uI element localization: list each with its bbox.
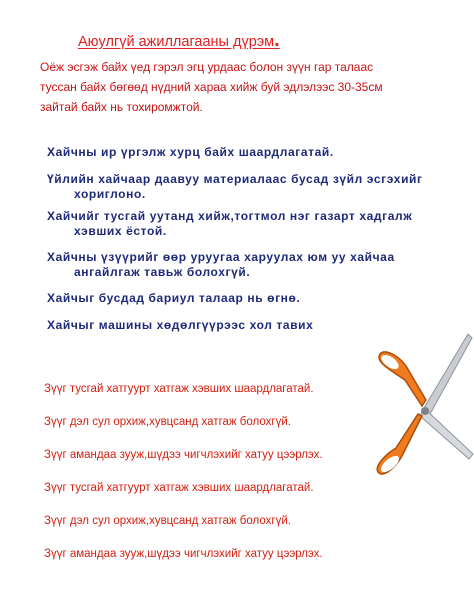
scissors-pivot [421,407,429,415]
rule-text: Хайчны үзүүрийг өөр уруугаа харуулах юм уу хайчаа [47,250,395,264]
scissors-blade [424,334,472,414]
needle-rule: Зүүг тусгай хатгуурт хатгаж хэвших шаардлагатай. [44,482,314,494]
needle-rule: Зүүг амандаа зууж,шүдээ чигчлэхийг хатуу цээрлэх. [44,449,323,461]
intro-line: Оёж эсгэж байх үед гэрэл эгц урдаас болон зүүн гар талаас [40,60,374,74]
page-title [78,30,280,50]
rule-text: Хайчыг машины хөдөлгүүрээс хол тавих [47,318,314,332]
page-title-dot: . [274,29,280,51]
needle-rule: Зүүг дэл сул орхиж,хувцсанд хатгаж болохгүй. [44,515,291,527]
scissors-rule [47,209,412,239]
intro-paragraph [40,57,460,117]
scissors-handle [377,414,422,475]
rule-text: Үйлийн хайчаар даавуу материалаас бусад зүйл эсгэхийг [47,172,423,186]
scissors-rule [47,145,334,160]
page-title-text: Аюулгүй ажиллагааны дүрэм [78,34,275,50]
scissors-rule [47,172,423,202]
scissors-rule [47,291,300,306]
intro-line: туссан байх бөгөөд нүдний хараа хийж буй эдлэлээс 30-35см [40,80,383,94]
scissors-blade [420,408,473,459]
rule-text-continued: хэвших ёстой. [74,224,167,238]
rule-text-continued: хориглоно. [74,187,146,201]
rule-text: Хайчыг бусдад бариул талаар нь өгнө. [47,291,301,305]
scissors-rule [47,250,395,280]
scissors-icon [372,330,474,486]
needle-rule: Зүүг тусгай хатгуурт хатгаж хэвших шаардлагатай. [44,383,314,395]
rule-text: Хайчны ир үргэлж хурц байх шаардлагатай. [47,145,334,159]
scissors-rule [47,318,313,333]
intro-line: зайтай байх нь тохиромжтой. [40,100,203,114]
rule-text: Хайчийг тусгай уутанд хийж,тогтмол нэг газарт хадгалж [47,209,413,223]
rule-text-continued: ангайлгаж тавьж болохгүй. [74,265,251,279]
scissors-handle [379,352,426,406]
needle-rule: Зүүг дэл сул орхиж,хувцсанд хатгаж болохгүй. [44,416,291,428]
needle-rule: Зүүг амандаа зууж,шүдээ чигчлэхийг хатуу цээрлэх. [44,548,323,560]
